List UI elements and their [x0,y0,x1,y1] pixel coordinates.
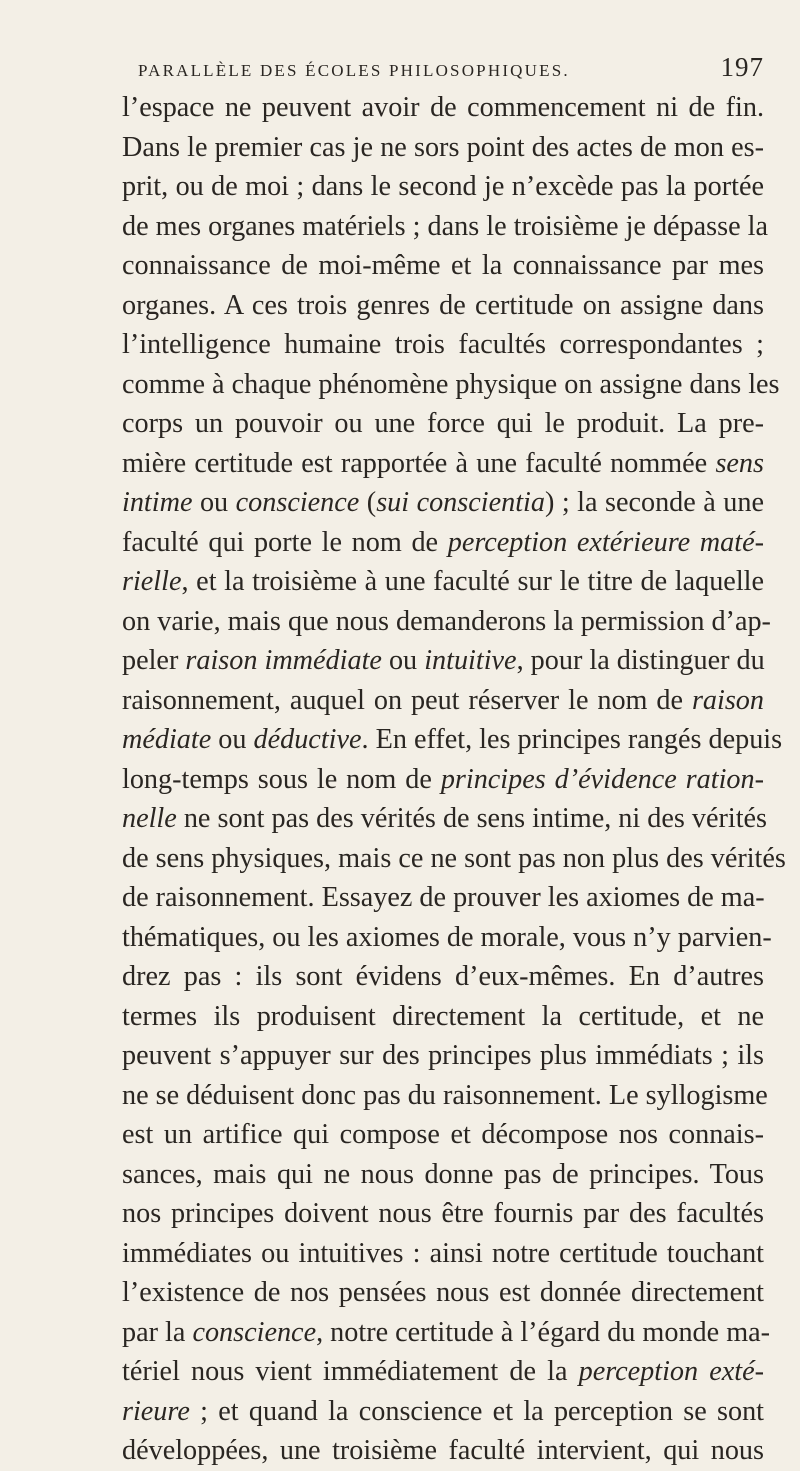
text-run: Dans le premier cas je ne sors point des actes de mon es- [122,131,764,163]
text-line [122,641,764,681]
text-line [122,1392,764,1432]
text-run: ou [192,487,236,518]
text-line [122,1431,764,1471]
body-text [122,88,786,1471]
text-run: , et la troisième à une faculté sur le titre de laquelle [181,566,764,597]
running-title: PARALLÈLE DES ÉCOLES PHILOSOPHIQUES. [138,61,570,80]
text-line [122,760,764,800]
text-run: tériel nous vient immédiatement de la [122,1356,579,1387]
page-number: 197 [720,52,764,82]
text-run: sances, mais qui ne nous donne pas de principes. Tous [122,1158,764,1190]
text-run: thématiques, ou les axiomes de morale, vous n’y parvien- [122,921,772,953]
text-line [122,681,764,721]
italic-text: principes d’évidence ration- [440,763,764,795]
text-run: , pour la distinguer du [516,645,765,676]
text-run: drez pas : ils sont évidens d’eux-mêmes. En d’autres [122,961,764,992]
text-run: , notre certitude à l’égard du monde ma- [316,1316,771,1348]
text-line [122,207,769,247]
text-run: raisonnement, auquel on peut réserver le nom de [122,684,692,716]
italic-text: intime [122,487,193,518]
text-line [122,483,764,523]
text-run: peler [122,645,186,676]
italic-text: intuitive [424,645,517,676]
italic-text: rieure [122,1395,190,1427]
italic-text: médiate [122,724,212,755]
text-run: mière certitude est rapportée à une faculté nommée [122,447,716,479]
italic-text: déductive [253,724,362,755]
text-line [122,325,764,365]
text-line [122,167,764,207]
text-line [122,878,764,918]
text-run: ( [359,487,377,518]
italic-text: nelle [122,803,177,834]
text-line [122,365,780,405]
text-run: prit, ou de moi ; dans le second je n’excède pas la portée [122,171,764,202]
text-line [122,1273,764,1313]
italic-text: sens [715,447,764,479]
text-run: ) ; la seconde à une [544,487,764,518]
text-run: comme à chaque phénomène physique on assigne dans les [122,368,780,400]
text-line [122,1155,764,1195]
text-line [122,1115,764,1155]
text-run: on varie, mais que nous demanderons la permission d’ap- [122,605,771,637]
text-run: nos principes doivent nous être fournis par des facultés [122,1198,764,1229]
text-line [122,720,783,760]
text-line [122,246,764,286]
text-run: corps un pouvoir ou une force qui le produit. La pre- [122,408,764,439]
text-line [122,799,768,839]
italic-text: perception exté- [578,1356,765,1387]
text-run: faculté qui porte le nom de [122,526,448,558]
italic-text: conscience [192,1316,317,1348]
text-line [122,918,772,958]
text-line [122,1313,771,1353]
italic-text: raison immédiate [185,645,382,676]
text-line [122,88,764,128]
italic-text: rielle [122,566,182,597]
text-run: l’intelligence humaine trois facultés correspondantes ; [122,329,764,360]
text-line [122,1076,768,1116]
text-line [122,562,764,602]
text-line [122,602,771,642]
text-run: immédiates ou intuitives : ainsi notre certitude touchant [122,1237,764,1269]
text-run: long-temps sous le nom de [122,763,441,795]
text-run: ou [211,724,254,755]
text-run: de raisonnement. Essayez de prouver les axiomes de ma- [122,882,765,913]
text-run: développées, une troisième faculté intervient, qui nous [122,1435,764,1466]
text-run: l’espace ne peuvent avoir de commencement ni de fin. [122,92,764,123]
text-run: peuvent s’appuyer sur des principes plus immédiats ; ils [122,1040,764,1071]
text-run: par la [122,1316,193,1348]
italic-text: raison [691,684,764,716]
text-run: . En effet, les principes rangés depuis [361,724,783,755]
text-run: ; et quand la conscience et la perception se sont [189,1395,764,1427]
text-line [122,286,764,326]
text-line [122,128,764,168]
text-run: termes ils produisent directement la certitude, et ne [122,1000,764,1032]
text-line [122,444,764,484]
italic-text: conscience [235,487,360,518]
text-run: ou [381,645,425,676]
text-line [122,523,764,563]
text-line [122,404,764,444]
italic-text: perception extérieure maté- [447,526,764,558]
text-line [122,1234,764,1274]
italic-text: sui conscientia [376,487,545,518]
text-line [122,1036,764,1076]
text-line [122,997,764,1037]
text-line [122,1194,764,1234]
text-run: organes. A ces trois genres de certitude on assigne dans [122,289,764,321]
text-line [122,1352,764,1392]
running-head [122,52,764,82]
text-run: de sens physiques, mais ce ne sont pas non plus des vérités [122,842,786,874]
text-run: de mes organes matériels ; dans le troisième je dépasse la [122,210,769,242]
text-line [122,957,764,997]
text-run: est un artifice qui compose et décompose nos connais- [122,1119,764,1150]
text-run: connaissance de moi-même et la connaissance par mes [122,250,764,281]
text-run: l’existence de nos pensées nous est donnée directement [122,1277,764,1308]
text-run: ne se déduisent donc pas du raisonnement. Le syllogisme [122,1079,768,1111]
text-run: ne sont pas des vérités de sens intime, ni des vérités [176,803,768,834]
text-line [122,839,786,879]
